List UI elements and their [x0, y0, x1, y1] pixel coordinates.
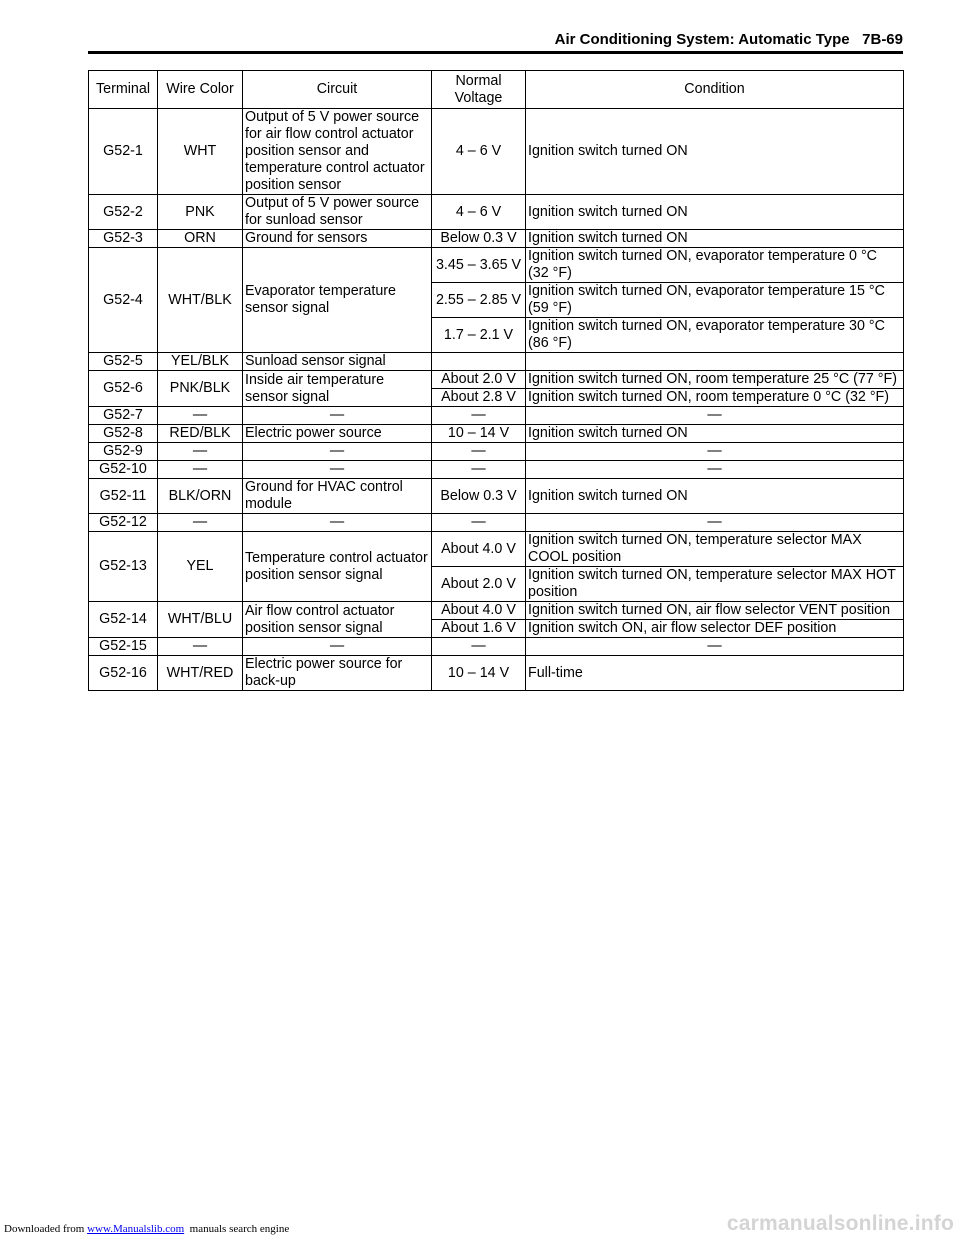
terminal-cell: G52-2 [89, 195, 158, 230]
circuit-cell: Air flow control actuator position sensor signal [243, 602, 432, 638]
circuit-cell: — [243, 461, 432, 479]
circuit-cell: Output of 5 V power source for sunload sensor [243, 195, 432, 230]
condition-cell: Ignition switch turned ON, air flow selector VENT position [526, 602, 904, 620]
condition-cell: Ignition switch turned ON [526, 195, 904, 230]
voltage-cell: 4 – 6 V [432, 195, 526, 230]
terminal-cell: G52-8 [89, 425, 158, 443]
wire-color-cell: PNK [158, 195, 243, 230]
circuit-cell: — [243, 443, 432, 461]
table-row [89, 195, 904, 230]
voltage-cell: About 2.0 V [432, 567, 526, 602]
voltage-cell: About 2.0 V [432, 371, 526, 389]
table-row [89, 638, 904, 656]
wire-color-cell: WHT/RED [158, 656, 243, 691]
circuit-cell: Electric power source for back-up [243, 656, 432, 691]
condition-cell: — [526, 443, 904, 461]
voltage-cell: 3.45 – 3.65 V [432, 248, 526, 283]
wire-color-cell: WHT [158, 109, 243, 195]
condition-cell: Ignition switch turned ON, evaporator temperature 15 °C (59 °F) [526, 283, 904, 318]
header-rule [88, 51, 903, 54]
circuit-cell: Ground for sensors [243, 230, 432, 248]
voltage-cell: — [432, 407, 526, 425]
circuit-cell: — [243, 514, 432, 532]
manualslib-link[interactable]: www.Manualslib.com [87, 1223, 185, 1235]
wire-color-cell: WHT/BLK [158, 248, 243, 353]
voltage-cell: About 2.8 V [432, 389, 526, 407]
table-row [89, 353, 904, 371]
condition-cell: — [526, 514, 904, 532]
voltage-cell: 2.55 – 2.85 V [432, 283, 526, 318]
table-row [89, 230, 904, 248]
voltage-cell: 10 – 14 V [432, 425, 526, 443]
watermark: carmanualsonline.info [726, 1212, 954, 1235]
section-title: Air Conditioning System: Automatic Type [554, 31, 850, 48]
table-header-row [89, 71, 904, 109]
table-row [89, 248, 904, 283]
condition-cell: Ignition switch turned ON, temperature selector MAX COOL position [526, 532, 904, 567]
voltage-cell: — [432, 461, 526, 479]
page-header [88, 30, 903, 50]
terminal-cell: G52-1 [89, 109, 158, 195]
wire-color-cell: BLK/ORN [158, 479, 243, 514]
wire-color-cell: — [158, 638, 243, 656]
terminal-cell: G52-9 [89, 443, 158, 461]
voltage-cell: 1.7 – 2.1 V [432, 318, 526, 353]
wire-color-cell: — [158, 514, 243, 532]
circuit-cell: Output of 5 V power source for air flow control actuator position sensor and temperature control actuator position sensor [243, 109, 432, 195]
condition-cell: Ignition switch turned ON, evaporator temperature 30 °C (86 °F) [526, 318, 904, 353]
circuit-cell: Electric power source [243, 425, 432, 443]
terminal-cell: G52-11 [89, 479, 158, 514]
terminal-cell: G52-16 [89, 656, 158, 691]
condition-cell: Ignition switch turned ON [526, 425, 904, 443]
voltage-cell: About 4.0 V [432, 532, 526, 567]
table-row [89, 656, 904, 691]
table-body [89, 109, 904, 691]
circuit-cell: Ground for HVAC control module [243, 479, 432, 514]
circuit-cell: — [243, 638, 432, 656]
voltage-cell: About 4.0 V [432, 602, 526, 620]
condition-cell: Ignition switch turned ON, temperature selector MAX HOT position [526, 567, 904, 602]
terminal-cell: G52-13 [89, 532, 158, 602]
terminal-cell: G52-14 [89, 602, 158, 638]
column-header-circuit: Circuit [243, 71, 432, 109]
wire-color-cell: — [158, 407, 243, 425]
wire-color-cell: PNK/BLK [158, 371, 243, 407]
condition-cell: — [526, 638, 904, 656]
column-header-normal-voltage: Normal Voltage [432, 71, 526, 109]
table-row [89, 602, 904, 620]
condition-cell [526, 353, 904, 371]
circuit-cell: Inside air temperature sensor signal [243, 371, 432, 407]
condition-cell: Ignition switch turned ON, evaporator temperature 0 °C (32 °F) [526, 248, 904, 283]
wire-color-cell: YEL/BLK [158, 353, 243, 371]
condition-cell: Ignition switch turned ON [526, 479, 904, 514]
condition-cell: Ignition switch turned ON [526, 230, 904, 248]
voltage-cell: Below 0.3 V [432, 479, 526, 514]
table-row [89, 514, 904, 532]
column-header-condition: Condition [526, 71, 904, 109]
column-header-terminal: Terminal [89, 71, 158, 109]
terminal-cell: G52-7 [89, 407, 158, 425]
condition-cell: Ignition switch ON, air flow selector DEF position [526, 620, 904, 638]
terminal-cell: G52-4 [89, 248, 158, 353]
condition-cell: — [526, 461, 904, 479]
terminal-cell: G52-3 [89, 230, 158, 248]
table-row [89, 479, 904, 514]
table-row [89, 443, 904, 461]
wire-color-cell: YEL [158, 532, 243, 602]
page-number: 7B-69 [862, 31, 903, 48]
wire-color-cell: — [158, 461, 243, 479]
voltage-cell: — [432, 443, 526, 461]
column-header-wire-color: Wire Color [158, 71, 243, 109]
condition-cell: Full-time [526, 656, 904, 691]
condition-cell: Ignition switch turned ON, room temperature 25 °C (77 °F) [526, 371, 904, 389]
voltage-cell: Below 0.3 V [432, 230, 526, 248]
condition-cell: — [526, 407, 904, 425]
terminal-table [88, 70, 904, 691]
table-row [89, 532, 904, 567]
table-row [89, 371, 904, 389]
wire-color-cell: — [158, 443, 243, 461]
page-footer [4, 1222, 289, 1236]
terminal-cell: G52-15 [89, 638, 158, 656]
circuit-cell: — [243, 407, 432, 425]
table-row [89, 407, 904, 425]
circuit-cell: Temperature control actuator position sensor signal [243, 532, 432, 602]
wire-color-cell: ORN [158, 230, 243, 248]
footer-prefix: Downloaded from [4, 1223, 85, 1235]
table-row [89, 109, 904, 195]
circuit-cell: Evaporator temperature sensor signal [243, 248, 432, 353]
voltage-cell: About 1.6 V [432, 620, 526, 638]
footer-suffix: manuals search engine [189, 1223, 290, 1235]
voltage-cell [432, 353, 526, 371]
terminal-cell: G52-12 [89, 514, 158, 532]
wire-color-cell: RED/BLK [158, 425, 243, 443]
terminal-cell: G52-10 [89, 461, 158, 479]
condition-cell: Ignition switch turned ON, room temperature 0 °C (32 °F) [526, 389, 904, 407]
circuit-cell: Sunload sensor signal [243, 353, 432, 371]
terminal-cell: G52-5 [89, 353, 158, 371]
voltage-cell: — [432, 514, 526, 532]
condition-cell: Ignition switch turned ON [526, 109, 904, 195]
wire-color-cell: WHT/BLU [158, 602, 243, 638]
voltage-cell: 10 – 14 V [432, 656, 526, 691]
voltage-cell: 4 – 6 V [432, 109, 526, 195]
terminal-cell: G52-6 [89, 371, 158, 407]
table-row [89, 461, 904, 479]
voltage-cell: — [432, 638, 526, 656]
table-row [89, 425, 904, 443]
